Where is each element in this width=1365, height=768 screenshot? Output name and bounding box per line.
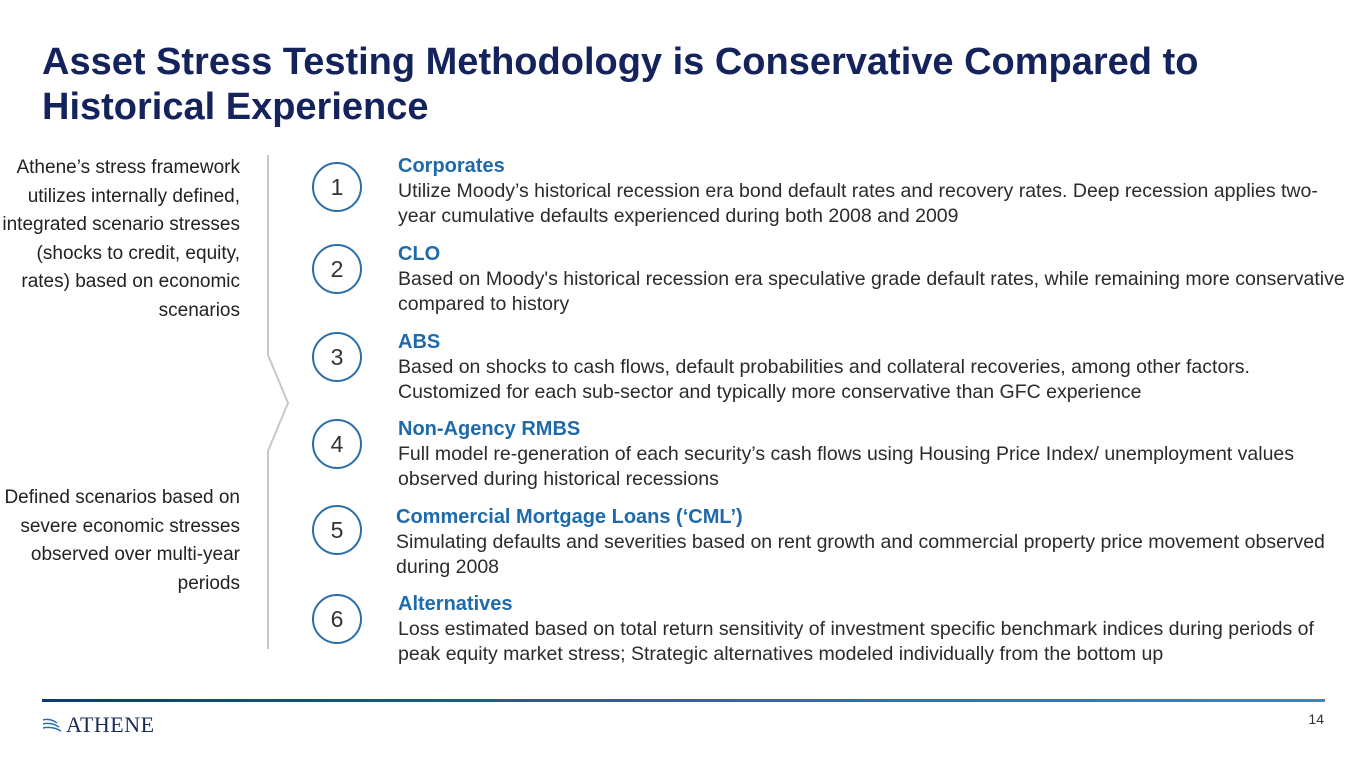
number-badge: 5 — [312, 505, 362, 555]
number-badge: 3 — [312, 332, 362, 382]
item-description: Based on shocks to cash flows, default probabilities and collateral recoveries, among other factors. Customized for each sub-sector and typically more conservative than GFC experience — [398, 356, 1250, 403]
item-title: Corporates — [398, 155, 505, 177]
item-title: Non-Agency RMBS — [398, 418, 581, 440]
item-title: ABS — [398, 331, 441, 353]
item-description: Full model re-generation of each security’s cash flows using Housing Price Index/ unemployment values observed during historical recessions — [398, 443, 1295, 490]
number-badge: 4 — [312, 419, 362, 469]
item-description: Simulating defaults and severities based on rent growth and commercial property price movement observed during 2008 — [396, 531, 1325, 578]
number-badge: 2 — [312, 244, 362, 294]
athene-logo — [42, 712, 155, 738]
logo-wave-icon — [42, 717, 64, 733]
item-description: Based on Moody's historical recession era speculative grade default rates, while remaining more conservative compared to history — [398, 268, 1345, 315]
footer-divider — [42, 699, 1325, 702]
item-description: Loss estimated based on total return sensitivity of investment specific benchmark indices during periods of peak equity market stress; Strategic alternatives modeled individually from the bottom up — [398, 618, 1314, 665]
logo-text: ATHENE — [66, 712, 155, 737]
page-number: 14 — [1308, 711, 1324, 727]
item-description: Utilize Moody’s historical recession era bond default rates and recovery rates. Deep recession applies two-year cumulative defaults experienced during both 2008 and 2009 — [398, 180, 1318, 227]
number-badge: 1 — [312, 162, 362, 212]
page-title: Asset Stress Testing Methodology is Conservative Compared to Historical Experience — [42, 41, 1199, 128]
item-title: Alternatives — [398, 593, 513, 615]
item-title: CLO — [398, 243, 441, 265]
item-title: Commercial Mortgage Loans (‘CML’) — [396, 506, 743, 528]
number-badge: 6 — [312, 594, 362, 644]
left-note-framework: Athene’s stress framework utilizes internally defined, integrated scenario stresses (shocks to credit, equity, rates) based on economic scenarios — [2, 157, 240, 321]
left-note-scenarios: Defined scenarios based on severe economic stresses observed over multi-year periods — [4, 487, 240, 594]
bracket-divider — [262, 155, 292, 655]
